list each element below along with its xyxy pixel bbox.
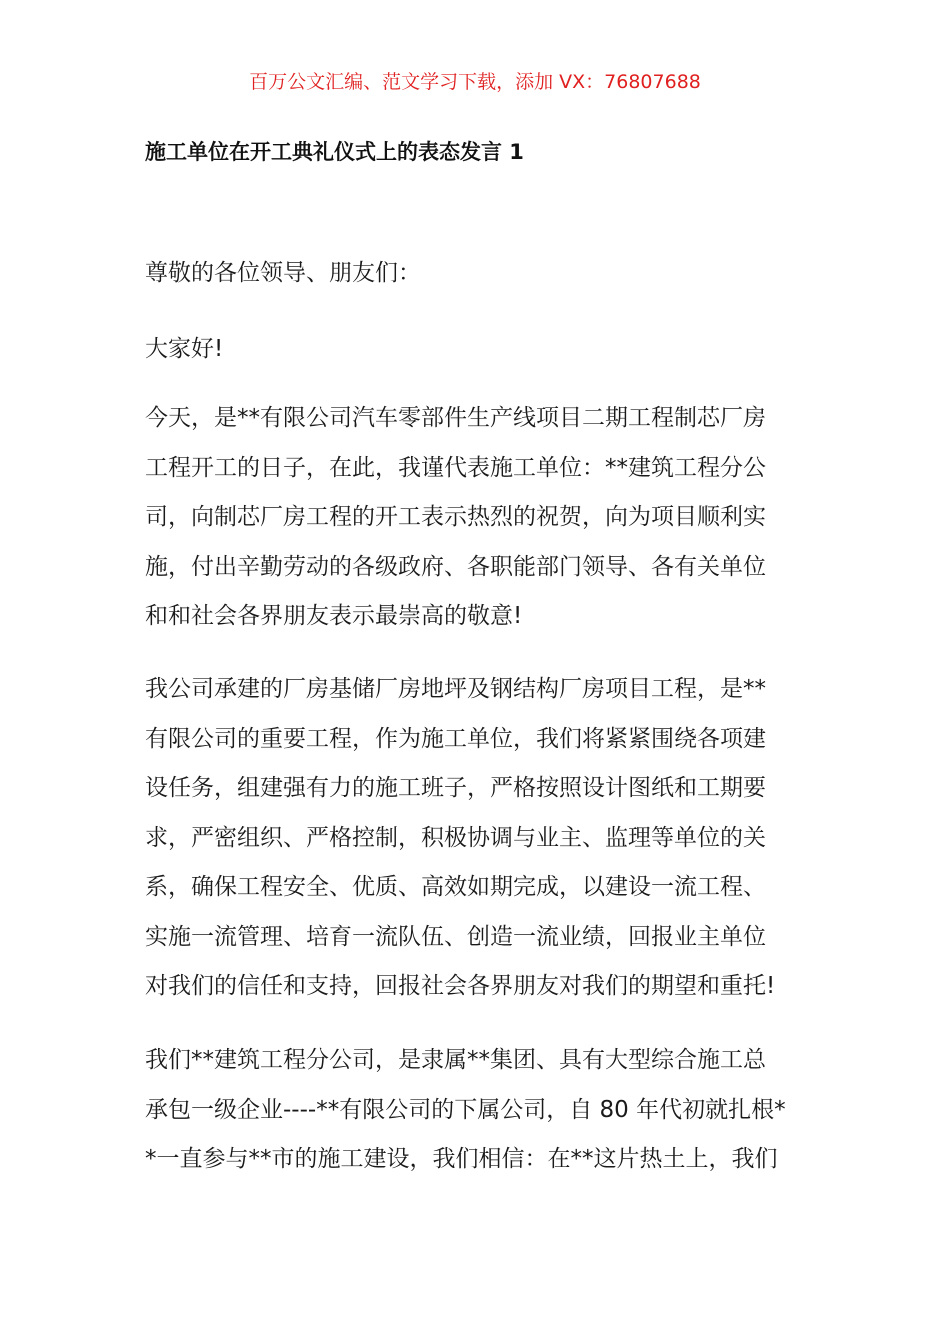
paragraph-line: 系，确保工程安全、优质、高效如期完成，以建设一流工程、: [145, 874, 766, 900]
header-contact-note: 百万公文汇编、范文学习下载，添加 VX：76807688: [249, 71, 701, 93]
paragraph-line: 实施一流管理、培育一流队伍、创造一流业绩，回报业主单位: [145, 923, 766, 950]
paragraph-line: 工程开工的日子，在此，我谨代表施工单位：**建筑工程分公: [145, 454, 766, 481]
paragraph-2: [145, 665, 805, 1012]
hello-line: [145, 325, 805, 375]
paragraph-line: 今天，是**有限公司汽车零部件生产线项目二期工程制芯厂房: [145, 405, 766, 431]
document-title: 施工单位在开工典礼仪式上的表态发言 1: [145, 140, 524, 164]
paragraph-line: 我们**建筑工程分公司，是隶属**集团、具有大型综合施工总: [145, 1047, 766, 1073]
paragraph-line: *一直参与**市的施工建设，我们相信：在**这片热土上，我们: [145, 1146, 778, 1172]
paragraph-line: 我公司承建的厂房基储厂房地坪及钢结构厂房项目工程，是**: [145, 676, 766, 702]
paragraph-3: [145, 1036, 805, 1185]
greeting-text: 尊敬的各位领导、朋友们：: [145, 260, 421, 286]
paragraph-line: 司，向制芯厂房工程的开工表示热烈的祝贺，向为项目顺利实: [145, 504, 766, 530]
paragraph-line: 有限公司的重要工程，作为施工单位，我们将紧紧围绕各项建: [145, 725, 766, 752]
paragraph-line: 承包一级企业----**有限公司的下属公司，自 80 年代初就扎根*: [145, 1096, 786, 1123]
greeting-line: [145, 249, 805, 299]
paragraph-line: 和和社会各界朋友表示最崇高的敬意!: [145, 603, 523, 629]
hello-text: 大家好!: [145, 336, 224, 362]
paragraph-line: 求，严密组织、严格控制，积极协调与业主、监理等单位的关: [145, 824, 766, 851]
paragraph-line: 施，付出辛勤劳动的各级政府、各职能部门领导、各有关单位: [145, 553, 766, 580]
paragraph-line: 设任务，组建强有力的施工班子，严格按照设计图纸和工期要: [145, 775, 766, 801]
paragraph-line: 对我们的信任和支持，回报社会各界朋友对我们的期望和重托!: [145, 973, 776, 999]
paragraph-1: [145, 394, 805, 642]
